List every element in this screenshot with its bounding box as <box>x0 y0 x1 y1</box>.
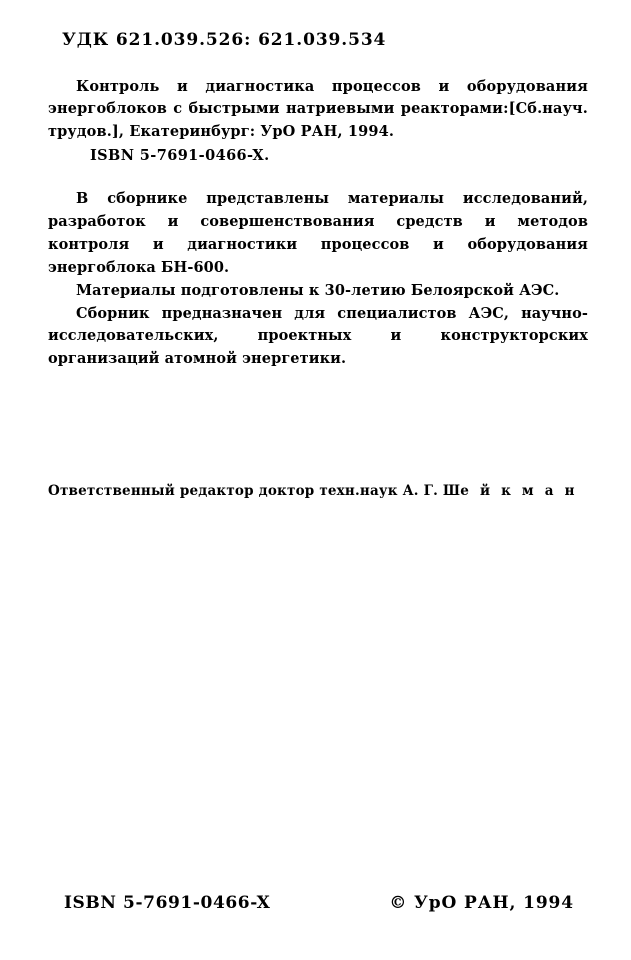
annotation-text <box>48 188 588 371</box>
page-footer <box>64 893 574 913</box>
annotation-paragraph-2: Материалы подготовлены к 30-летию Белоярской АЭС. <box>76 281 560 299</box>
responsible-editor <box>48 483 608 499</box>
footer-isbn: ISBN 5-7691-0466-X <box>64 893 271 913</box>
bibliographic-description <box>48 76 588 168</box>
editor-name: е й к м а н <box>460 483 578 499</box>
footer-copyright: © УрО РАН, 1994 <box>389 893 574 913</box>
annotation-paragraph-3: Сборник предназначен для специалистов АЭС, научно-исследовательских, проектных и конструкторских организаций атомной энергетики. <box>48 304 588 368</box>
bibliographic-line: Контроль и диагностика процессов и оборудования энергоблоков с быстрыми натриевыми реакторами:[Сб.науч. трудов.], Екатеринбург: УрО РАН, 1994. <box>48 78 588 140</box>
annotation-paragraph-1: В сборнике представлены материалы исследований, разработок и совершенствования средств и методов контроля и диагностики процессов и оборудования энергоблока БН-600. <box>48 190 588 276</box>
editor-prefix: Ответственный редактор доктор техн.наук А. Г. Ш <box>48 483 461 499</box>
bibliographic-isbn: ISBN 5-7691-0466-X. <box>90 147 270 165</box>
udc-code: УДК 621.039.526: 621.039.534 <box>62 30 387 50</box>
